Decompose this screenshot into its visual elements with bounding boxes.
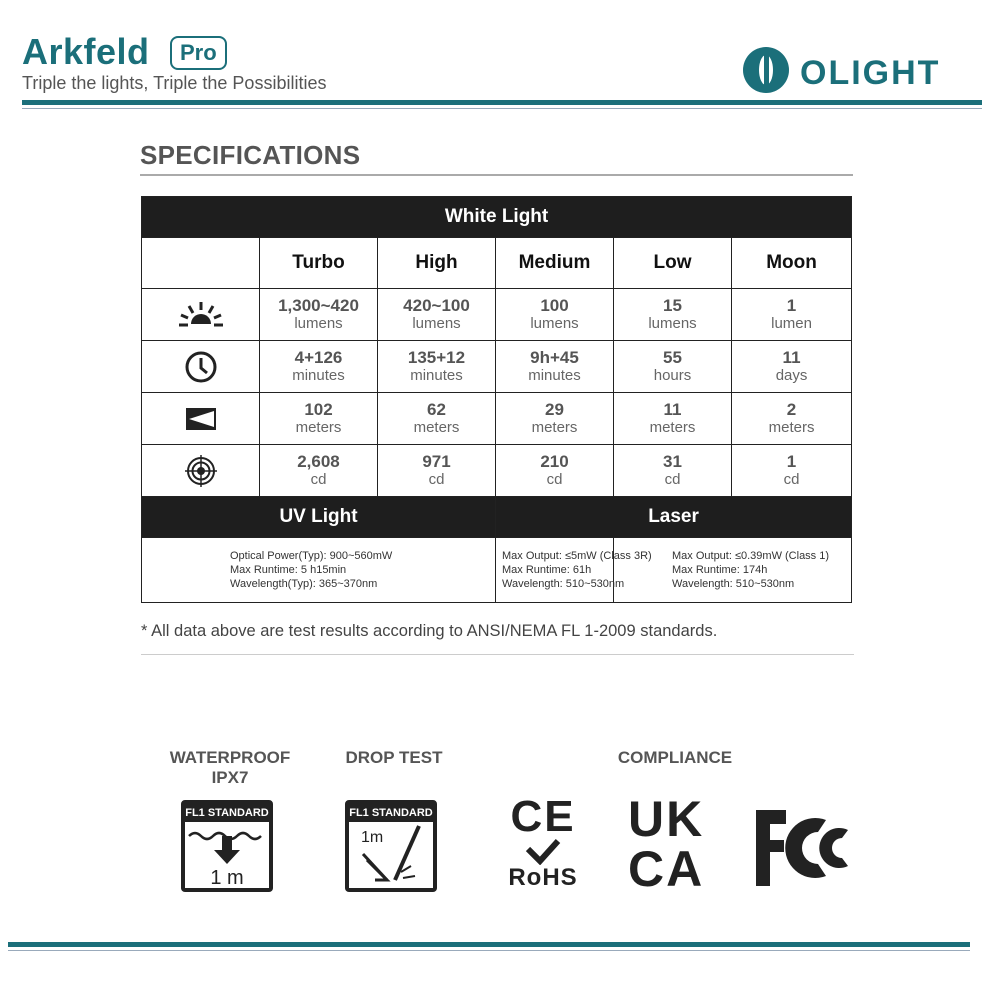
uv-light-header: UV Light bbox=[142, 497, 496, 538]
footer-rule bbox=[8, 942, 970, 947]
table-row bbox=[142, 289, 852, 341]
ukca-mark-icon: UK CA bbox=[628, 791, 705, 897]
drop-test-badge-icon: FL1 STANDARD 1m bbox=[345, 800, 437, 892]
uv-spec-line: Optical Power(Typ): 900~560mW bbox=[230, 550, 393, 562]
table-cell: 2,608 cd bbox=[260, 445, 378, 497]
table-cell: 420~100 lumens bbox=[378, 289, 496, 341]
laser-spec-line: Max Output: ≤5mW (Class 3R) bbox=[502, 550, 652, 562]
table-cell: 4+126 minutes bbox=[260, 341, 378, 393]
laser-header: Laser bbox=[496, 497, 852, 538]
table-cell: 55 hours bbox=[614, 341, 732, 393]
svg-text:FC: FC bbox=[752, 806, 754, 807]
col-header: Low bbox=[614, 238, 732, 289]
laser-spec-line: Wavelength: 510~530nm bbox=[502, 578, 625, 590]
fcc-mark-icon bbox=[752, 806, 852, 890]
empty-header-cell bbox=[142, 238, 260, 289]
table-cell: 1,300~420 lumens bbox=[260, 289, 378, 341]
laser-spec-line: Max Runtime: 174h bbox=[672, 564, 768, 576]
laser-spec-line: Max Runtime: 61h bbox=[502, 564, 592, 576]
svg-text:1 m: 1 m bbox=[210, 867, 244, 888]
footer-rule-thin bbox=[8, 950, 970, 951]
laser-spec-line: Max Output: ≤0.39mW (Class 1) bbox=[672, 550, 830, 562]
col-header: Turbo bbox=[260, 238, 378, 289]
table-cell: 62 meters bbox=[378, 393, 496, 445]
intensity-target-icon bbox=[142, 445, 260, 497]
compliance-label: COMPLIANCE bbox=[617, 748, 733, 767]
table-cell: 9h+45 minutes bbox=[496, 341, 614, 393]
table-row bbox=[142, 445, 852, 497]
laser-specs-class3r bbox=[496, 538, 652, 603]
ce-rohs-icon: CE RoHS bbox=[508, 792, 578, 891]
header-rule-thin bbox=[22, 108, 982, 109]
table-cell: 31 cd bbox=[614, 445, 732, 497]
table-cell: 135+12 minutes bbox=[378, 341, 496, 393]
logo-text: OLIGHT bbox=[800, 54, 941, 92]
section-rule bbox=[140, 174, 853, 176]
svg-text:1m: 1m bbox=[361, 829, 384, 846]
table-cell: 100 lumens bbox=[496, 289, 614, 341]
table-cell: 971 cd bbox=[378, 445, 496, 497]
col-header: Moon bbox=[732, 238, 852, 289]
footnote: * All data above are test results according to ANSI/NEMA FL 1-2009 standards. bbox=[141, 622, 718, 640]
section-title: SPECIFICATIONS bbox=[140, 140, 361, 170]
olight-logo bbox=[742, 44, 982, 96]
col-header: High bbox=[378, 238, 496, 289]
drop-test-label: DROP TEST bbox=[345, 748, 443, 767]
laser-spec-line: Wavelength: 510~530nm bbox=[672, 578, 795, 590]
col-header: Medium bbox=[496, 238, 614, 289]
brand-badge: Pro bbox=[170, 36, 227, 70]
table-cell: 15 lumens bbox=[614, 289, 732, 341]
uv-specs bbox=[142, 538, 496, 603]
spec-table bbox=[141, 196, 852, 603]
uv-spec-line: Max Runtime: 5 h15min bbox=[230, 564, 347, 576]
table-cell: 11 meters bbox=[614, 393, 732, 445]
laser-specs-class1 bbox=[614, 538, 852, 603]
waterproof-label: WATERPROOF IPX7 bbox=[169, 748, 291, 787]
white-light-header: White Light bbox=[142, 197, 852, 238]
header-rule bbox=[22, 100, 982, 105]
table-cell: 102 meters bbox=[260, 393, 378, 445]
beam-distance-icon bbox=[142, 393, 260, 445]
uv-spec-line: Wavelength(Typ): 365~370nm bbox=[230, 578, 378, 590]
brand-title: Arkfeld bbox=[22, 31, 150, 72]
footnote-rule bbox=[141, 654, 854, 655]
clock-icon bbox=[142, 341, 260, 393]
table-cell: 2 meters bbox=[732, 393, 852, 445]
table-row bbox=[142, 341, 852, 393]
table-cell: 1 cd bbox=[732, 445, 852, 497]
table-cell: 210 cd bbox=[496, 445, 614, 497]
tagline: Triple the lights, Triple the Possibilities bbox=[22, 73, 327, 93]
table-row bbox=[142, 393, 852, 445]
table-cell: 11 days bbox=[732, 341, 852, 393]
table-cell: 1 lumen bbox=[732, 289, 852, 341]
brightness-icon bbox=[142, 289, 260, 341]
waterproof-badge-icon: FL1 STANDARD 1 m bbox=[181, 800, 273, 892]
table-cell: 29 meters bbox=[496, 393, 614, 445]
